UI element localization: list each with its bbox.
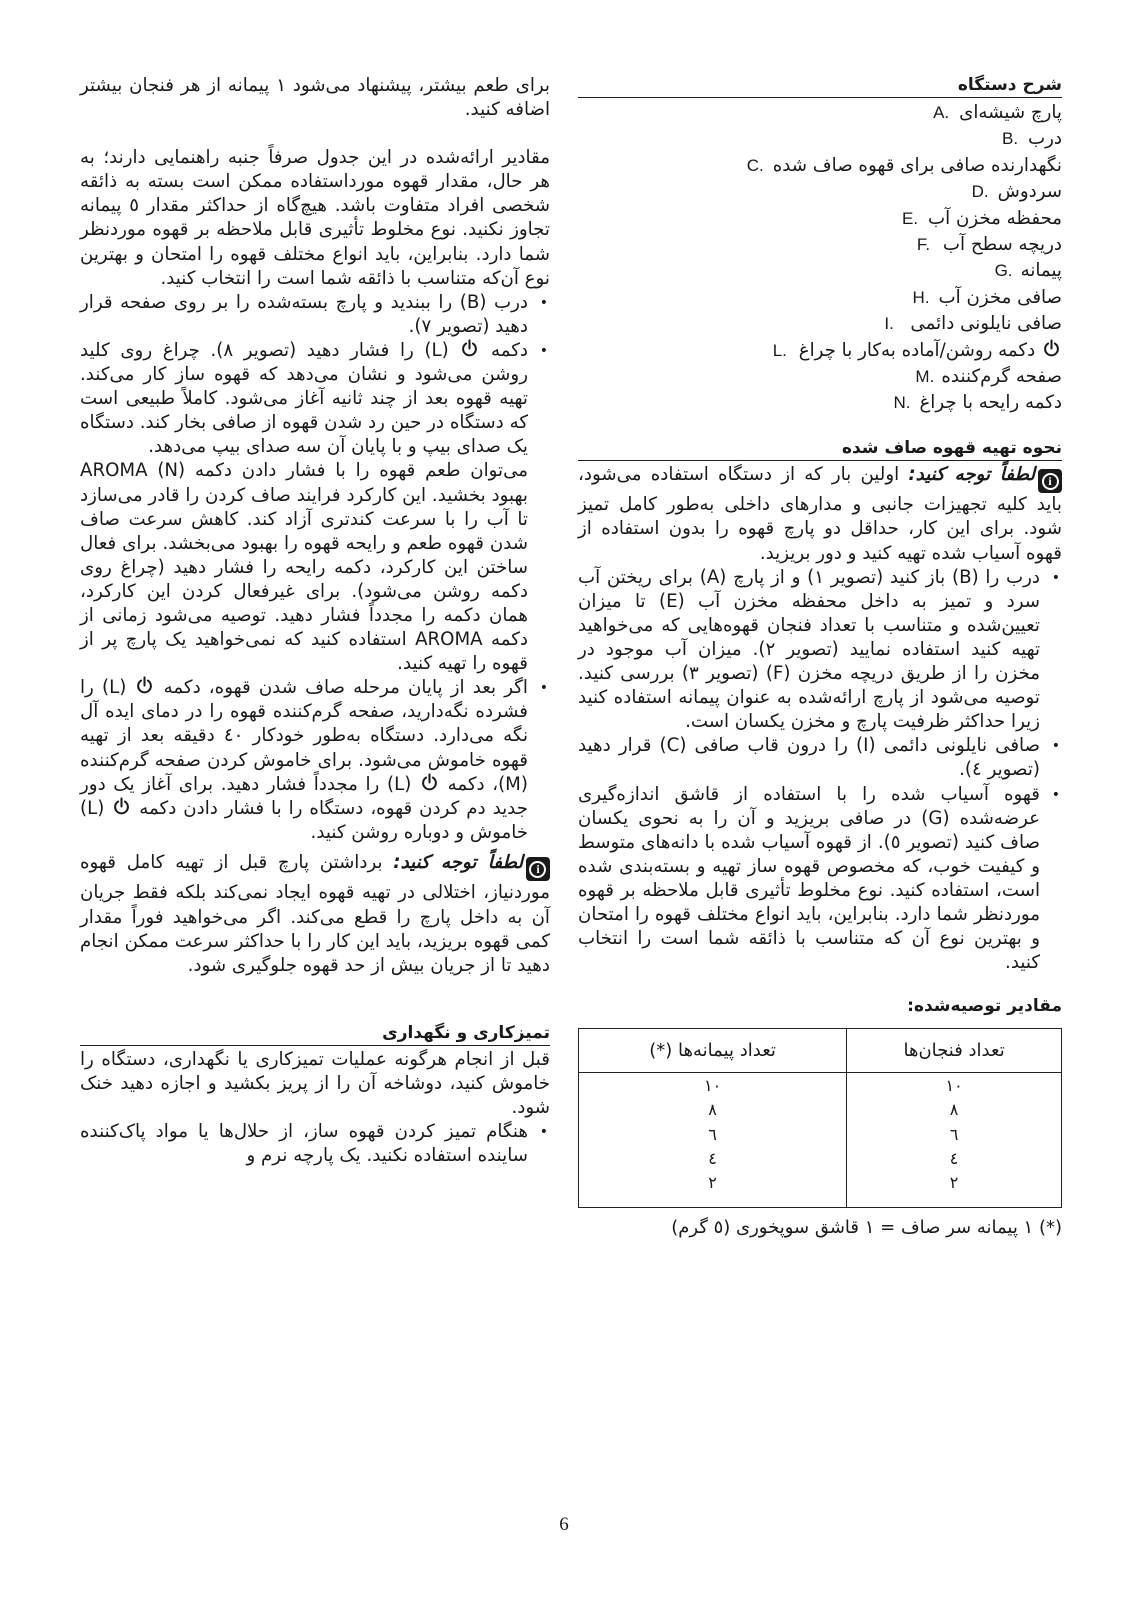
list-item: • صافی نایلونی دائمی (I) را درون قاب صافی (C) قرار دهید (تصویر ٤). [578, 734, 1062, 782]
power-icon [461, 339, 478, 358]
part-letter: H. [912, 287, 930, 307]
cell-cups: ٤ [949, 1149, 959, 1169]
part-name: سردوش [997, 181, 1062, 203]
brewing-note: i لطفاً توجه کنید: برداشتن پارچ قبل از تهیه کامل قهوه موردنیاز، اختلالی در تهیه قهوه ایجاد نمی‌کند بلکه فقط جریان آن به داخل پارچ را قطع می‌کند. اگر می‌خواهید فوراً مقدار کمی قهوه بریزید، باید این کار را با حداکثر سرعت ممکن انجام دهید تا از جریان بیش از حد قهوه جلوگیری شود. [80, 851, 550, 976]
list-item: • دکمه (L) را فشار دهید (تصویر ۸). چراغ روی کلید روشن می‌شود و نشان می‌دهد که قهوه ساز کار می‌کند. تهیه قهوه بعد از چند ثانیه آغاز می‌شود. کاملاً طبیعی است که دستگاه در حین رد شدن قهوه از صافی بخار کند. دستگاه یک صدای بیپ و با پایان آن سه صدای بیپ می‌دهد. [80, 339, 550, 459]
part-letter: E. [902, 208, 919, 228]
power-icon [421, 773, 438, 792]
recommended-title: مقادیر توصیه‌شده: [907, 996, 1062, 1017]
cell-cups: ۸ [949, 1100, 959, 1120]
list-item: می‌توان طعم قهوه را با فشار دادن دکمه AROMA (N) بهبود بخشید. این کارکرد فرایند صاف کردن را قادر می‌سازد تا آب را با سرعت کندتری آزاد کند. کاهش سرعت صاف شدن قهوه طعم و رایحه قهوه را بهبود می‌بخشد. برای فعال ساختن این کارکرد، دکمه رایحه را فشار دهید (چراغ روی دکمه روشن می‌شود). برای غیرفعال کردن این کارکرد، همان دکمه را مجدداً فشار دهید. توصیه می‌شود زمانی از دکمه AROMA استفاده کنید که نمی‌خواهید یک پارچ پر از قهوه را تهیه کنید. [80, 460, 528, 675]
part-letter: L. [772, 340, 787, 360]
list-item: • هنگام تمیز کردن قهوه ساز، از حلال‌ها یا مواد پاک‌کننده ساینده استفاده نکنید. یک پارچه نرم و [80, 1120, 550, 1168]
part-letter: A. [933, 103, 950, 122]
list-item [578, 232, 1062, 258]
cell-cups: ٦ [949, 1124, 959, 1144]
part-letter: G. [994, 261, 1013, 281]
left-column [80, 74, 550, 1168]
preparation-steps [578, 566, 1062, 976]
cell-cups: ۱۰ [945, 1075, 963, 1095]
power-icon [136, 676, 153, 695]
table-row [579, 1122, 1062, 1147]
cell-scoops: ۸ [579, 1097, 847, 1122]
parts-list [578, 100, 1062, 417]
cell-scoops: ٦ [579, 1122, 847, 1147]
cell-scoops: ٤ [579, 1147, 847, 1172]
taste-tip: برای طعم بیشتر، پیشنهاد می‌شود ۱ پیمانه از هر فنجان بیشتر اضافه کنید. [80, 75, 550, 121]
table-row [579, 1073, 1062, 1098]
device-description-title: شرح دستگاه [578, 74, 1062, 98]
info-icon: i [1038, 469, 1062, 493]
info-icon: i [526, 857, 550, 881]
power-icon [1043, 339, 1060, 358]
right-column [578, 74, 1062, 1240]
part-letter: F. [916, 235, 931, 255]
list-item [578, 206, 1062, 232]
part-letter: N. [893, 393, 911, 413]
list-item: • قهوه آسیاب شده را با استفاده از قاشق اندازه‌گیری عرضه‌شده (G) در صافی بریزید و آن را به نحوی یکسان صاف کنید (تصویر ٥). از قهوه آسیاب شده با دانه‌های متوسط و کیفیت خوب، که مخصوص قهوه ساز تهیه و بسته‌بندی شده است، استفاده کنید. نوع مخلوط تأثیری قابل ملاحظه بر قهوه موردنظر شما دارد. بنابراین، باید انواع مختلف قهوه را امتحان و بهترین نوع آن که متناسب با ذائقه شما است را انتخاب کنید. [578, 783, 1062, 976]
cell-scoops: ۲ [579, 1171, 847, 1207]
table-row [579, 1171, 1062, 1207]
list-item [578, 153, 1062, 179]
amounts-paragraph: مقادیر ارائه‌شده در این جدول صرفاً جنبه راهنمایی دارند؛ به هر حال، مقدار قهوه مورداستفاده ممکن است بسته به ذائقه شخصی افراد متفاوت باشد. هیچ‌گاه از حداکثر مقدار ٥ پیمانه تجاوز نکنید. نوع مخلوط تأثیری قابل ملاحظه بر قهوه موردنظر شما دارد. بنابراین، باید انواع مختلف قهوه را امتحان و بهترین نوع آن‌که متناسب با ذائقه شما است را انتخاب کنید. [80, 147, 550, 289]
list-item [578, 258, 1062, 284]
part-name: نگهدارنده صافی برای قهوه صاف شده [772, 154, 1062, 176]
power-icon [113, 797, 130, 816]
part-letter: D. [971, 182, 989, 202]
part-name: پیمانه [1020, 260, 1062, 282]
part-name: صافی نایلونی دائمی [910, 313, 1062, 335]
table-footnote: (*) ۱ پیمانه سر صاف = ۱ قاشق سوپخوری (٥ گرم) [671, 1216, 1062, 1238]
part-name: دریچه سطح آب [942, 234, 1062, 256]
cell-scoops: ۱۰ [579, 1073, 847, 1098]
list-item [578, 126, 1062, 152]
list-item: • اگر بعد از پایان مرحله صاف شدن قهوه، دکمه (L) را فشرده نگه‌دارید، صفحه گرم‌کننده قهوه را در دمای ایده آل نگه می‌دارد. دستگاه به‌طور خودکار ٤٠ دقیقه بعد از تهیه قهوه خاموش می‌شود. برای خاموش کردن صفحه گرم‌کننده (M)، دکمه (L) را مجدداً فشار دهید. برای آغاز یک دور جدید دم کردن قهوه، دستگاه را با فشار دادن دکمه (L) خاموش و دوباره روشن کنید. [80, 676, 550, 845]
column-header-cups: تعداد فنجان‌ها [847, 1029, 1062, 1073]
part-name: محفظه مخزن آب [928, 207, 1062, 229]
column-header-scoops: تعداد پیمانه‌ها (*) [579, 1029, 847, 1073]
list-item [578, 311, 1062, 337]
list-item [578, 179, 1062, 205]
part-name: صافی مخزن آب [938, 286, 1062, 308]
list-item: • درب (B) را ببندید و پارچ بسته‌شده را بر روی صفحه قرار دهید (تصویر ۷). [80, 291, 550, 339]
part-name: پارچ شیشه‌ای [959, 102, 1062, 123]
cleaning-intro: قبل از انجام هرگونه عملیات تمیزکاری یا نگهداری، دستگاه را خاموش کنید، دوشاخه آن را از پریز بکشید و اجازه دهید خنک شود. [80, 1048, 550, 1118]
part-name: صفحه گرم‌کننده [941, 366, 1062, 388]
list-item [578, 390, 1062, 416]
part-letter: C. [746, 155, 764, 175]
part-name: درب [1027, 128, 1062, 150]
preparation-note: i لطفاً توجه کنید: اولین بار که از دستگاه استفاده می‌شود، باید کلیه تجهیزات جانبی و مدارهای داخلی به‌طور کامل تمیز شود. برای این کار، حداقل دو پارچ قهوه را بدون استفاده از قهوه آسیاب شده تهیه کنید و دور بریزید. [578, 463, 1062, 564]
cleaning-steps [80, 1120, 550, 1168]
cleaning-title: تمیزکاری و نگهداری [80, 1022, 550, 1046]
recommended-table [578, 1028, 1062, 1207]
list-item [578, 364, 1062, 390]
list-item [578, 100, 1062, 126]
brewing-steps [80, 291, 550, 845]
page-number: 6 [559, 1514, 569, 1535]
table-row [579, 1147, 1062, 1172]
preparation-title: نحوه تهیه قهوه صاف شده [578, 437, 1062, 461]
part-letter: M. [915, 367, 935, 387]
list-item: • درب را (B) باز کنید (تصویر ۱) و از پارچ (A) برای ریختن آب سرد و تمیز به داخل محفظه مخزن آب (E) تا میزان تعیین‌شده و متناسب با تعداد فنجان قهوه‌هایی که می‌خواهید تهیه کنید استفاده نمایید (تصویر ۲). میزان آب موجود در مخزن را از طریق دریچه مخزن (F) (تصویر ۳) بررسی کنید. توصیه می‌شود از پارچ ارائه‌شده به عنوان پیمانه استفاده کنید زیرا حداکثر ظرفیت پارچ و مخزن یکسان است. [578, 566, 1062, 735]
part-letter: B. [1001, 129, 1019, 149]
part-name: دکمه روشن/آماده به‌کار با چراغ [798, 339, 1036, 361]
part-letter: I. [884, 314, 894, 334]
list-item [578, 338, 1062, 364]
list-item [578, 285, 1062, 311]
part-name: دکمه رایحه با چراغ [919, 392, 1062, 414]
table-row [579, 1097, 1062, 1122]
cell-cups: ۲ [949, 1173, 959, 1193]
part-name-with-icon [799, 338, 1062, 364]
